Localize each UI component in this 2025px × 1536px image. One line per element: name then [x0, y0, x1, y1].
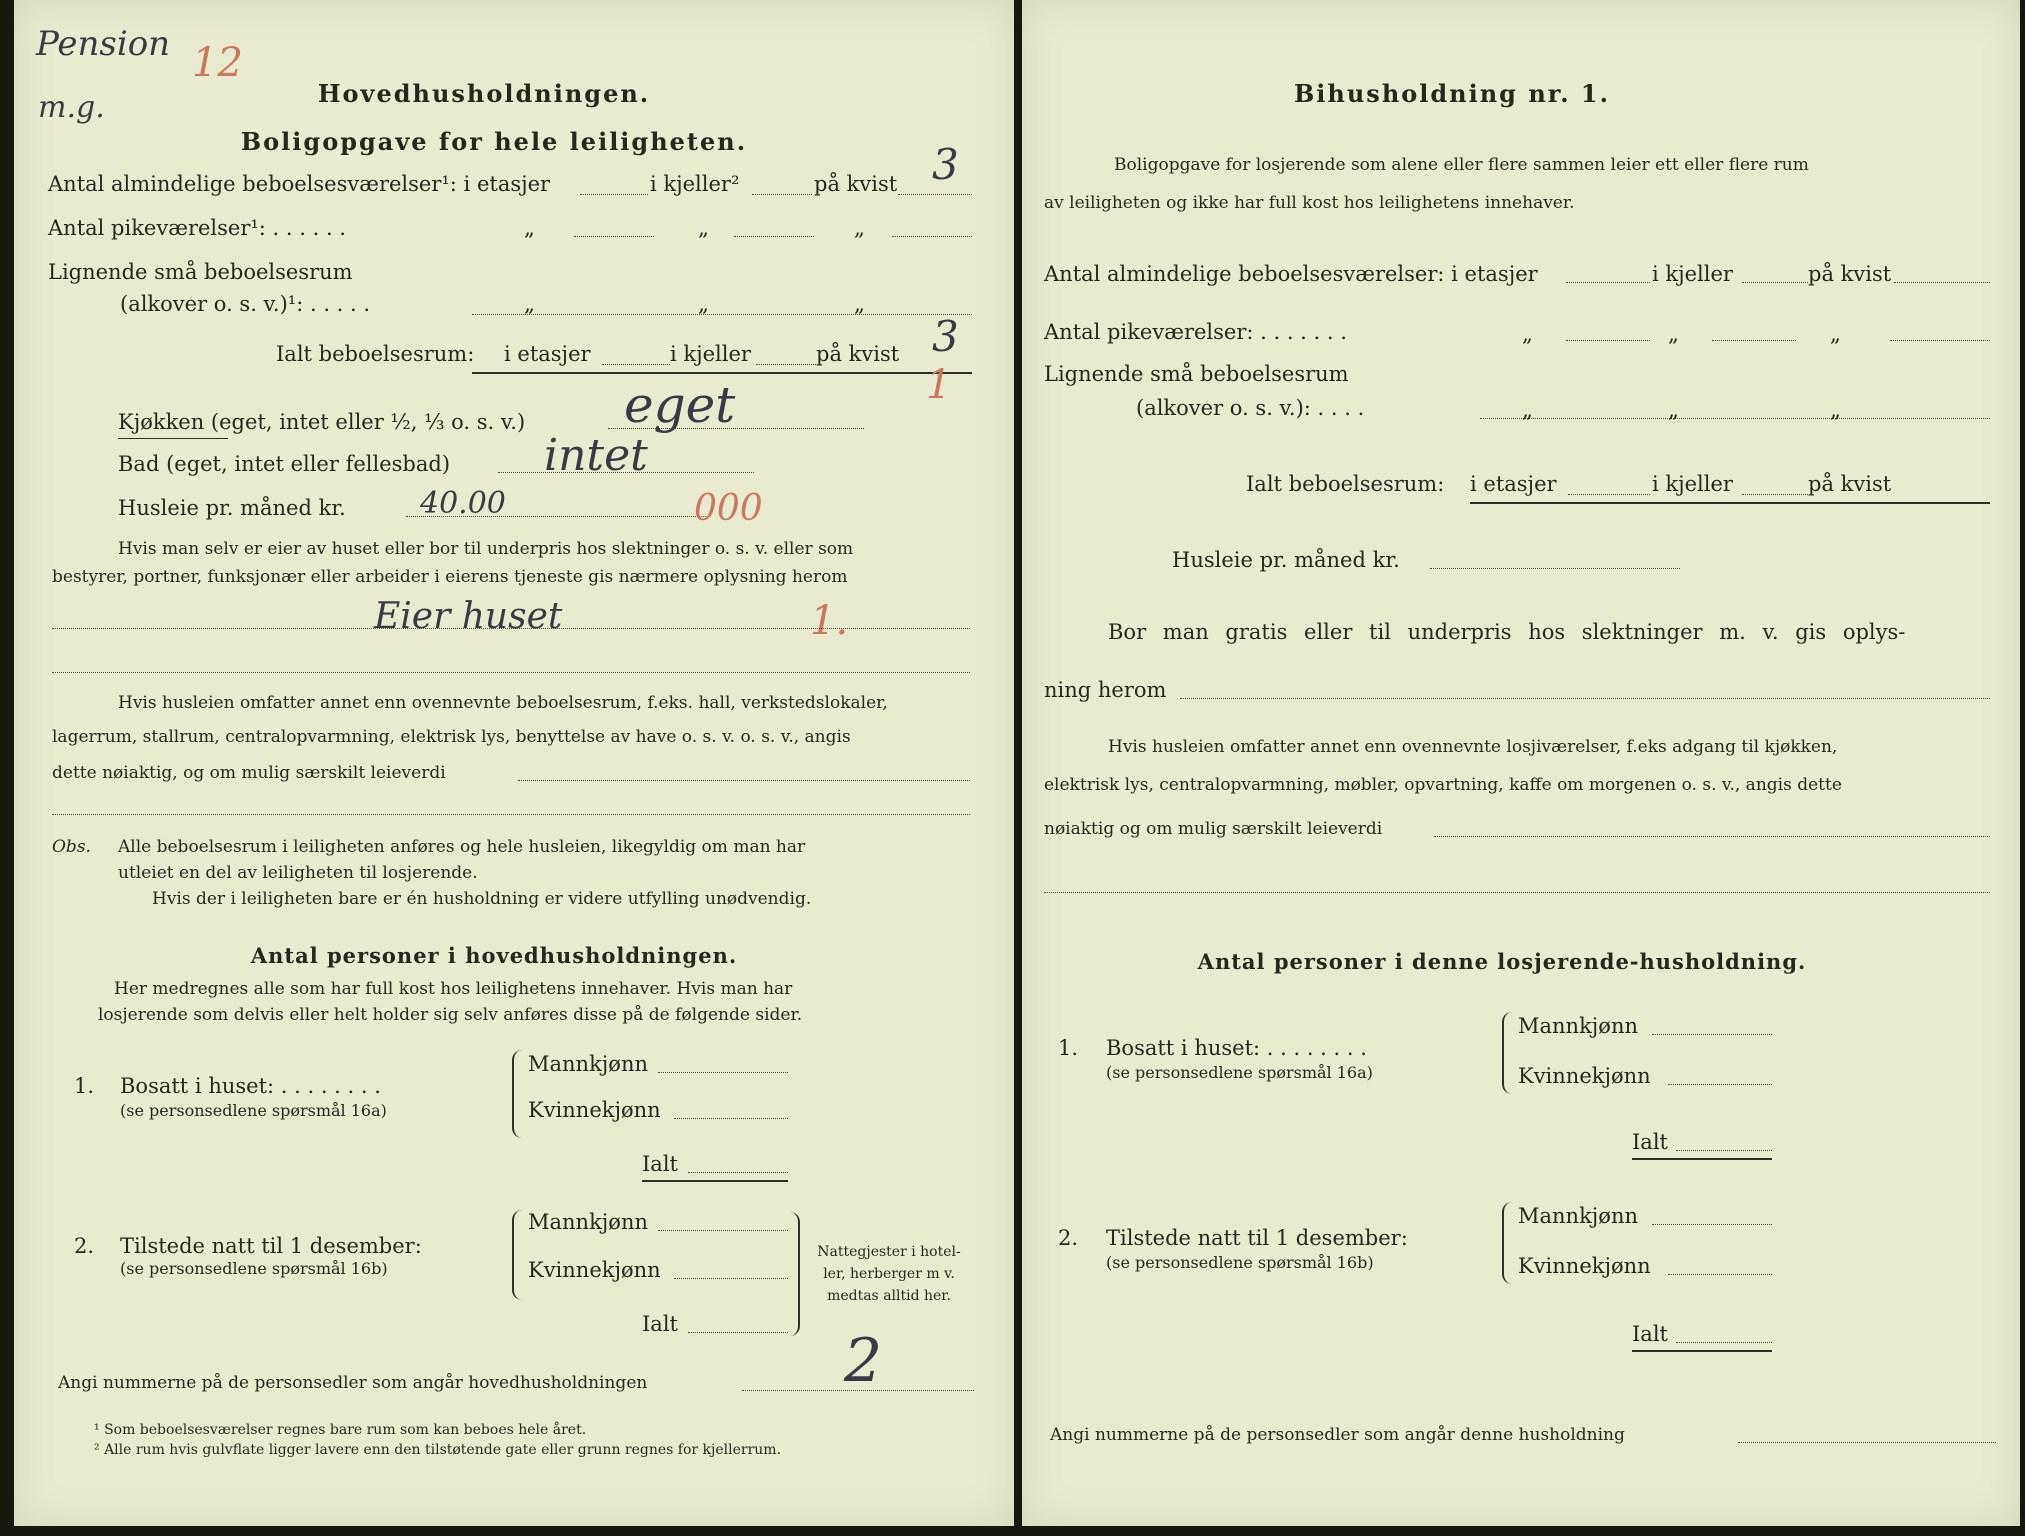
r-includes-line-2: [1044, 892, 1990, 893]
r-maid-q3: „: [1830, 322, 1841, 346]
r-q1-total-line: [1676, 1150, 1772, 1151]
r-maid-line3: [1890, 340, 1990, 341]
r-q2-total-line: [1676, 1342, 1772, 1343]
r-free-line: [1180, 698, 1990, 699]
q2-sub: (se personsedlene spørsmål 16b): [120, 1259, 388, 1278]
r-small-label2: (alkover o. s. v.): . . . .: [1136, 396, 1365, 420]
handwritten-owner-red: 1.: [810, 598, 849, 644]
persons-text-b: losjerende som delvis eller helt holder sig selv anføres disse på de følgende sider.: [98, 1005, 803, 1025]
r-q1-male-line: [1652, 1034, 1772, 1035]
handwritten-red-mark: 1: [926, 362, 952, 408]
r-rooms-label: Antal almindelige beboelsesværelser: i etasjer: [1044, 262, 1538, 286]
handwritten-rent: 40.00: [420, 486, 506, 521]
r-persons-title: Antal personer i denne losjerende-husholdning.: [1197, 949, 1807, 974]
r-q2-sub: (se personsedlene spørsmål 16b): [1106, 1253, 1374, 1272]
includes-text-a: Hvis husleien omfatter annet enn ovennevnte beboelsesrum, f.eks. hall, verkstedslokaler,: [118, 693, 888, 713]
r-free-text-a: Bor man gratis eller til underpris hos slektninger m. v. gis oplys-: [1108, 620, 1906, 644]
maid-line3: [892, 236, 972, 237]
owner-line-1: [52, 628, 970, 629]
rent-label: Husleie pr. måned kr.: [118, 496, 346, 520]
maid-q2: „: [698, 216, 709, 240]
kitchen-underline: [118, 438, 228, 439]
r-q2-female: Kvinnekjønn: [1518, 1254, 1651, 1278]
r-rooms-etasjer-line: [1566, 282, 1650, 283]
includes-text-b: lagerrum, stallrum, centralopvarmning, elektrisk lys, benyttelse av have o. s. v. o. s. v., angis: [52, 727, 851, 747]
r-q1-label: Bosatt i huset: . . . . . . . .: [1106, 1036, 1367, 1060]
r-small-line: [1480, 418, 1990, 419]
q1-total-line: [688, 1172, 788, 1173]
includes-text-c: dette nøiaktig, og om mulig særskilt leieverdi: [52, 763, 446, 783]
small-rooms-label1: Lignende små beboelsesrum: [48, 260, 353, 284]
r-q1-male: Mannkjønn: [1518, 1014, 1639, 1038]
right-intro-b: av leiligheten og ikke har full kost hos leilighetens innehaver.: [1044, 193, 1575, 213]
r-rooms-kvist: på kvist: [1808, 262, 1892, 286]
q1-number: 1.: [74, 1074, 95, 1098]
q1-brace: [512, 1050, 526, 1138]
obs-text-b: utleiet en del av leiligheten til losjerende.: [118, 863, 478, 883]
r-total-kjeller: i kjeller: [1652, 472, 1733, 496]
handwritten-kitchen: eget: [624, 376, 736, 434]
handwritten-rent-red: 000: [694, 488, 763, 529]
r-rooms-kjeller: i kjeller: [1652, 262, 1733, 286]
numbers-label: Angi nummerne på de personsedler som angår hovedhusholdningen: [58, 1373, 648, 1393]
q2-male-line: [658, 1230, 788, 1231]
handwritten-corner-number: 12: [192, 40, 243, 86]
handwritten-rooms-kvist: 3: [932, 140, 959, 189]
q2-label: Tilstede natt til 1 desember:: [120, 1234, 422, 1258]
r-q1-total: Ialt: [1632, 1130, 1668, 1154]
q2-brace: [512, 1210, 526, 1300]
obs-text-c: Hvis der i leiligheten bare er én husholdning er videre utfylling unødvendig.: [152, 889, 812, 909]
side-note-1: Nattegjester i hotel-: [817, 1244, 961, 1260]
r-includes-a: Hvis husleien omfatter annet enn ovennevnte losjiværelser, f.eks adgang til kjøkken,: [1108, 737, 1838, 757]
subtitle: Boligopgave for hele leiligheten.: [240, 127, 748, 156]
r-q1-brace: [1502, 1012, 1516, 1094]
r-includes-c: nøiaktig og om mulig særskilt leieverdi: [1044, 819, 1383, 839]
rooms-label: Antal almindelige beboelsesværelser¹: i etasjer: [48, 172, 551, 196]
q1-male: Mannkjønn: [528, 1052, 649, 1076]
handwritten-pension: Pension: [36, 24, 171, 64]
maid-line1: [574, 236, 654, 237]
r-total-kvist: på kvist: [1808, 472, 1892, 496]
r-q2-number: 2.: [1058, 1226, 1079, 1250]
total-kjeller-label: i kjeller: [670, 342, 751, 366]
rooms-etasjer-line: [580, 194, 648, 195]
right-title: Bihusholdning nr. 1.: [1294, 79, 1610, 108]
persons-title: Antal personer i hovedhusholdningen.: [250, 943, 738, 968]
footnote-2: ² Alle rum hvis gulvflate ligger lavere enn den tilstøtende gate eller grunn regnes for kjellerrum.: [94, 1442, 782, 1458]
includes-line-2: [52, 814, 970, 815]
r-q1-total-rule: [1632, 1158, 1772, 1160]
r-q2-total: Ialt: [1632, 1322, 1668, 1346]
q1-male-line: [658, 1072, 788, 1073]
obs-text-a: Alle beboelsesrum i leiligheten anføres og hele husleien, likegyldig om man har: [118, 837, 806, 857]
handwritten-bath: intet: [544, 430, 648, 481]
obs-label: Obs.: [52, 837, 91, 857]
maid-q1: „: [524, 216, 535, 240]
r-q2-male-line: [1652, 1224, 1772, 1225]
kitchen-label: Kjøkken (eget, intet eller ½, ⅓ o. s. v.): [118, 410, 526, 434]
main-title: Hovedhusholdningen.: [317, 79, 651, 108]
includes-line-1: [518, 780, 970, 781]
r-small-q2: „: [1668, 398, 1679, 422]
handwritten-numbers: 2: [844, 1326, 883, 1396]
side-note-2: ler, herberger m v.: [823, 1266, 955, 1282]
rooms-kjeller-label: i kjeller²: [650, 172, 740, 196]
total-rule: [472, 372, 972, 374]
maid-line2: [734, 236, 814, 237]
r-rooms-kvist-line: [1894, 282, 1990, 283]
owner-text-b: bestyrer, portner, funksjonær eller arbeider i eierens tjeneste gis nærmere oplysning herom: [52, 567, 848, 587]
q1-sub: (se personsedlene spørsmål 16a): [120, 1101, 387, 1120]
r-q2-female-line: [1668, 1274, 1772, 1275]
rooms-kjeller-line: [752, 194, 812, 195]
r-total-etasjer-line: [1568, 494, 1650, 495]
owner-text-a: Hvis man selv er eier av huset eller bor til underpris hos slektninger o. s. v. eller som: [118, 539, 854, 559]
r-rooms-kjeller-line: [1742, 282, 1808, 283]
right-intro-a: Boligopgave for losjerende som alene eller flere sammen leier ett eller flere rum: [1114, 155, 1809, 175]
footnote-1: ¹ Som beboelsesværelser regnes bare rum som kan beboes hele året.: [94, 1422, 587, 1438]
small-q3: „: [854, 292, 865, 316]
persons-text-a: Her medregnes alle som har full kost hos leilighetens innehaver. Hvis man har: [114, 979, 793, 999]
small-q1: „: [524, 292, 535, 316]
rooms-kvist-label: på kvist: [814, 172, 898, 196]
q1-female-line: [674, 1118, 788, 1119]
r-rent-label: Husleie pr. måned kr.: [1172, 548, 1400, 572]
total-etasjer-label: i etasjer: [504, 342, 591, 366]
r-includes-b: elektrisk lys, centralopvarmning, møbler, opvartning, kaffe om morgenen o. s. v., angis dette: [1044, 775, 1842, 795]
right-page: [1022, 0, 2020, 1526]
r-q1-sub: (se personsedlene spørsmål 16a): [1106, 1063, 1373, 1082]
r-total-etasjer: i etasjer: [1470, 472, 1557, 496]
r-maid-line1: [1566, 340, 1650, 341]
maid-q3: „: [854, 216, 865, 240]
r-includes-line-1: [1434, 836, 1990, 837]
r-q2-brace: [1502, 1202, 1516, 1284]
r-maid-line2: [1712, 340, 1796, 341]
side-note-3: medtas alltid her.: [827, 1288, 951, 1304]
r-maid-q1: „: [1522, 322, 1533, 346]
q2-total-line: [688, 1332, 788, 1333]
q2-female: Kvinnekjønn: [528, 1258, 661, 1282]
total-kvist-label: på kvist: [816, 342, 900, 366]
r-maid-label: Antal pikeværelser: . . . . . . .: [1044, 320, 1347, 344]
q2-male: Mannkjønn: [528, 1210, 649, 1234]
small-rooms-label2: (alkover o. s. v.)¹: . . . . .: [120, 292, 371, 316]
r-total-label: Ialt beboelsesrum:: [1246, 472, 1445, 496]
q1-total-rule: [642, 1180, 788, 1182]
r-numbers-label: Angi nummerne på de personsedler som angår denne husholdning: [1050, 1425, 1625, 1445]
r-small-q1: „: [1522, 398, 1533, 422]
q2-total: Ialt: [642, 1312, 678, 1336]
maid-rooms-label: Antal pikeværelser¹: . . . . . .: [48, 216, 346, 240]
r-q1-number: 1.: [1058, 1036, 1079, 1060]
r-maid-q2: „: [1668, 322, 1679, 346]
r-total-rule: [1470, 502, 1990, 504]
total-kjeller-line: [756, 364, 816, 365]
r-numbers-line: [1738, 1442, 1996, 1443]
small-line: [472, 314, 972, 315]
r-rent-line: [1430, 568, 1680, 569]
q1-female: Kvinnekjønn: [528, 1098, 661, 1122]
handwritten-mg: m.g.: [38, 90, 105, 125]
q2-female-line: [674, 1278, 788, 1279]
bath-label: Bad (eget, intet eller fellesbad): [118, 452, 451, 476]
r-free-text-b: ning herom: [1044, 678, 1167, 702]
r-q2-label: Tilstede natt til 1 desember:: [1106, 1226, 1408, 1250]
r-q2-male: Mannkjønn: [1518, 1204, 1639, 1228]
total-rooms-label: Ialt beboelsesrum:: [276, 342, 475, 366]
q2-number: 2.: [74, 1234, 95, 1258]
q1-total: Ialt: [642, 1152, 678, 1176]
r-small-q3: „: [1830, 398, 1841, 422]
handwritten-total-kvist: 3: [932, 312, 959, 361]
r-small-label1: Lignende små beboelsesrum: [1044, 362, 1349, 386]
r-total-kjeller-line: [1742, 494, 1808, 495]
left-page: [14, 0, 1014, 1526]
q1-label: Bosatt i huset: . . . . . . . .: [120, 1074, 381, 1098]
total-etasjer-line: [602, 364, 670, 365]
rooms-kvist-line: [898, 194, 972, 195]
owner-line-2: [52, 672, 970, 673]
r-q1-female-line: [1668, 1084, 1772, 1085]
small-q2: „: [698, 292, 709, 316]
handwritten-owner: Eier huset: [374, 596, 563, 637]
r-q2-total-rule: [1632, 1350, 1772, 1352]
r-q1-female: Kvinnekjønn: [1518, 1064, 1651, 1088]
